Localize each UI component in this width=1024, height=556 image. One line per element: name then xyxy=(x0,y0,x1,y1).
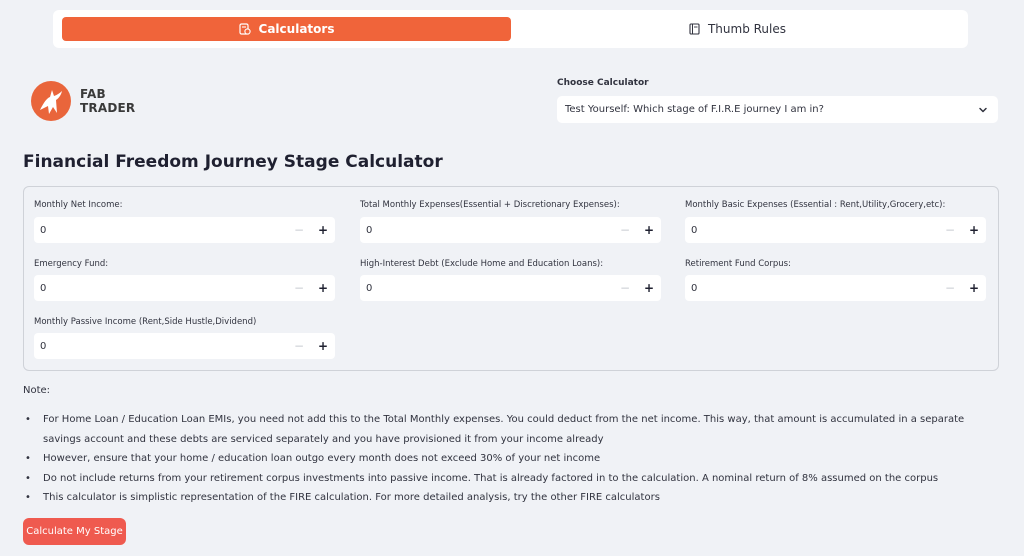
note-title: Note: xyxy=(23,385,51,396)
increment-button[interactable]: + xyxy=(317,339,329,353)
calculate-my-stage-button[interactable]: Calculate My Stage xyxy=(23,518,126,545)
fab-trader-logo xyxy=(30,79,140,123)
field-label-monthly-net-income: Monthly Net Income: xyxy=(34,200,123,210)
monthly-net-income-input[interactable] xyxy=(34,217,335,243)
decrement-button[interactable]: − xyxy=(619,223,631,237)
monthly-basic-expenses-input[interactable] xyxy=(685,217,986,243)
field-label-emergency-fund: Emergency Fund: xyxy=(34,259,109,269)
note-text: This calculator is simplistic representation of the FIRE calculation. For more detailed analysis, try the other FIRE calculators xyxy=(43,492,660,503)
field-value[interactable]: 0 xyxy=(366,224,373,236)
logo-line-1: FAB xyxy=(80,87,106,101)
note-text: However, ensure that your home / education loan outgo every month does not exceed 30% of your net income xyxy=(43,453,601,464)
decrement-button[interactable]: − xyxy=(944,223,956,237)
monthly-passive-income-input[interactable] xyxy=(34,333,335,359)
increment-button[interactable]: + xyxy=(968,281,980,295)
increment-button[interactable]: + xyxy=(643,223,655,237)
bullet: • xyxy=(25,414,31,425)
tab-bar xyxy=(53,10,968,48)
list-item xyxy=(23,449,999,469)
field-label-monthly-passive-income: Monthly Passive Income (Rent,Side Hustle,Dividend) xyxy=(34,317,257,327)
increment-button[interactable]: + xyxy=(317,223,329,237)
field-value[interactable]: 0 xyxy=(40,282,47,294)
retirement-fund-corpus-input[interactable] xyxy=(685,275,986,301)
emergency-fund-input[interactable] xyxy=(34,275,335,301)
field-value[interactable]: 0 xyxy=(40,224,47,236)
decrement-button[interactable]: − xyxy=(293,223,305,237)
field-value[interactable]: 0 xyxy=(691,282,698,294)
field-label-total-monthly-expenses: Total Monthly Expenses(Essential + Discretionary Expenses): xyxy=(360,200,620,210)
field-value[interactable]: 0 xyxy=(366,282,373,294)
choose-calculator-label: Choose Calculator xyxy=(557,78,649,88)
field-label-monthly-basic-expenses: Monthly Basic Expenses (Essential : Rent,Utility,Grocery,etc): xyxy=(685,200,946,210)
decrement-button[interactable]: − xyxy=(293,339,305,353)
decrement-button[interactable]: − xyxy=(293,281,305,295)
decrement-button[interactable]: − xyxy=(944,281,956,295)
high-interest-debt-input[interactable] xyxy=(360,275,661,301)
bullet: • xyxy=(25,492,31,503)
calculator-select[interactable] xyxy=(557,96,998,123)
chevron-down-icon xyxy=(978,105,988,115)
logo-mark-icon xyxy=(30,80,72,122)
calculator-select-value: Test Yourself: Which stage of F.I.R.E journey I am in? xyxy=(565,104,824,115)
logo-text xyxy=(80,87,135,115)
note-text: For Home Loan / Education Loan EMIs, you need not add this to the Total Monthly expenses. You could deduct from the net income. This way, that amount is accumulated in a separate savings account and these debts are serviced separately and you have provisioned it from your income already xyxy=(43,414,965,445)
list-item xyxy=(23,469,999,489)
page-title: Financial Freedom Journey Stage Calculator xyxy=(23,152,443,172)
tab-calculators[interactable] xyxy=(62,17,511,41)
calculator-icon xyxy=(239,23,251,35)
bullet: • xyxy=(25,453,31,464)
notebook-icon xyxy=(689,23,700,35)
logo-line-2: TRADER xyxy=(80,101,136,115)
list-item xyxy=(23,488,999,508)
tab-label: Calculators xyxy=(258,22,335,36)
field-value[interactable]: 0 xyxy=(40,340,47,352)
field-label-retirement-fund-corpus: Retirement Fund Corpus: xyxy=(685,259,791,269)
increment-button[interactable]: + xyxy=(968,223,980,237)
decrement-button[interactable]: − xyxy=(619,281,631,295)
field-label-high-interest-debt: High-Interest Debt (Exclude Home and Education Loans): xyxy=(360,259,604,269)
total-monthly-expenses-input[interactable] xyxy=(360,217,661,243)
note-text: Do not include returns from your retirement corpus investments into passive income. That is already factored in to the calculation. A nominal return of 8% assumed on the corpus xyxy=(43,472,939,484)
tab-label: Thumb Rules xyxy=(707,22,787,36)
notes-list xyxy=(23,410,999,508)
tab-thumb-rules[interactable] xyxy=(513,17,962,41)
increment-button[interactable]: + xyxy=(643,281,655,295)
increment-button[interactable]: + xyxy=(317,281,329,295)
field-value[interactable]: 0 xyxy=(691,224,698,236)
list-item xyxy=(23,410,999,449)
bullet: • xyxy=(25,472,31,484)
